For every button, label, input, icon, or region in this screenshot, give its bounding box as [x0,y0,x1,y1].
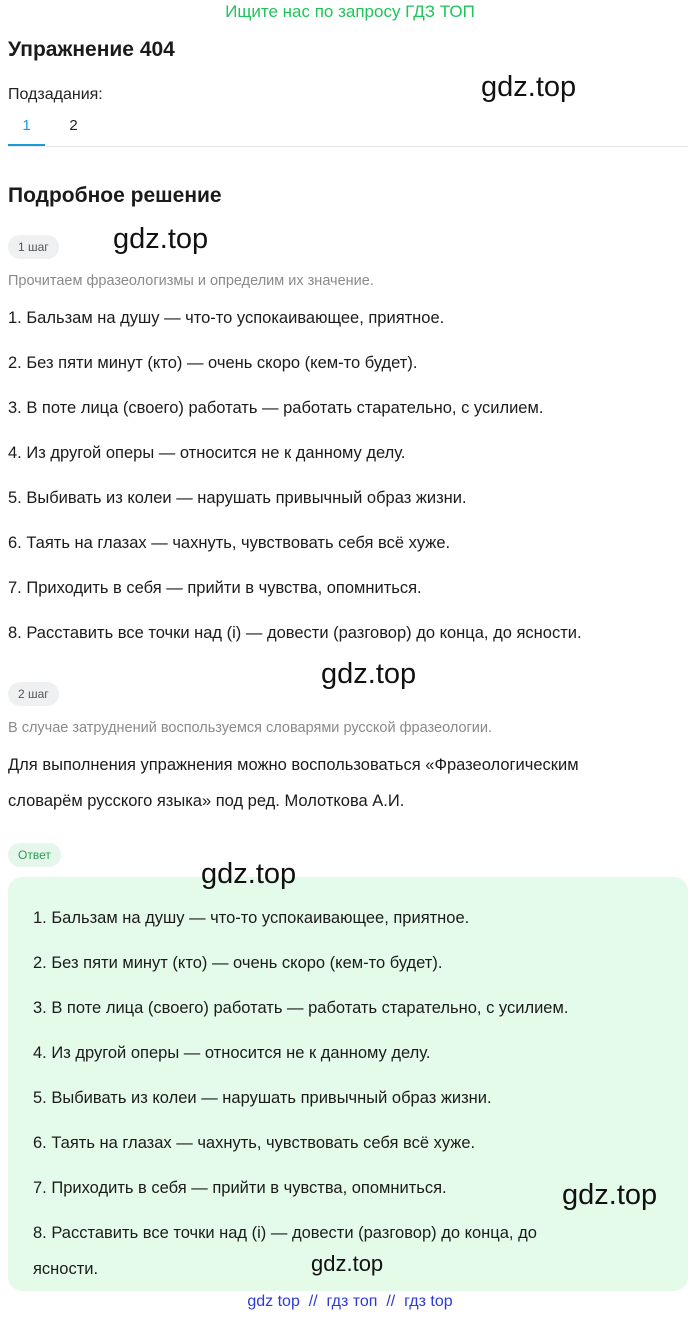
step-1-line: 8. Расставить все точки над (i) — довести (разговор) до конца, до ясности. [8,624,582,642]
watermark: gdz.top [481,71,577,103]
step-1-line: 7. Приходить в себя — прийти в чувства, опомниться. [8,579,422,597]
step-1-line: 2. Без пяти минут (кто) — очень скоро (кем-то будет). [8,354,418,372]
top-banner: Ищите нас по запросу ГДЗ ТОП [225,2,475,21]
footer-links [0,1291,700,1313]
step-1-line: 1. Бальзам на душу — что-то успокаивающее, приятное. [8,309,445,327]
step-1-badge: 1 шаг [8,235,59,259]
footer-link-gdz-top[interactable]: gdz top [247,1293,300,1310]
answer-line: 5. Выбивать из колеи — нарушать привычный образ жизни. [33,1089,492,1107]
answer-line: 6. Таять на глазах — чахнуть, чувствовать себя всё хуже. [33,1134,476,1152]
answer-line: 2. Без пяти минут (кто) — очень скоро (кем-то будет). [33,954,443,972]
step-1-line: 3. В поте лица (своего) работать — работать старательно, с усилием. [8,399,544,417]
answer-line: 4. Из другой оперы — относится не к данному делу. [33,1044,431,1062]
watermark: gdz.top [311,1251,384,1276]
answer-line: 1. Бальзам на душу — что-то успокаивающее, приятное. [33,909,470,927]
step-1-line: 4. Из другой оперы — относится не к данному делу. [8,444,406,462]
watermark: gdz.top [321,658,417,690]
tab-subtask-2[interactable]: 2 [69,117,78,134]
exercise-title: Упражнение 404 [8,38,175,61]
footer-separator: // [308,1293,318,1310]
step-1-line: 5. Выбивать из колеи — нарушать привычный образ жизни. [8,489,467,507]
footer-separator: // [386,1293,396,1310]
watermark: gdz.top [113,223,209,255]
answer-badge: Ответ [8,843,61,867]
step-1-hint: Прочитаем фразеологизмы и определим их значение. [8,273,374,289]
subtasks-label: Подзадания: [8,86,103,103]
step-2-badge: 2 шаг [8,682,59,706]
answer-line: 8. Расставить все точки над (i) — довести (разговор) до конца, до [33,1224,537,1242]
step-2-hint: В случае затруднений воспользуемся словарями русской фразеологии. [8,720,493,736]
tab-subtask-1[interactable]: 1 [22,117,31,134]
footer-link-gdz-top-mixed[interactable]: гдз top [404,1293,453,1310]
watermark: gdz.top [562,1179,658,1211]
answer-line: 7. Приходить в себя — прийти в чувства, опомниться. [33,1179,447,1197]
footer-link-gdz-top-ru[interactable]: гдз топ [326,1293,378,1310]
answer-line: 3. В поте лица (своего) работать — работать старательно, с усилием. [33,999,569,1017]
step-2-line: Для выполнения упражнения можно воспользоваться «Фразеологическим [8,756,579,774]
tabs-divider [8,146,688,147]
step-1-line: 6. Таять на глазах — чахнуть, чувствовать себя всё хуже. [8,534,451,552]
watermark: gdz.top [201,858,297,890]
section-title: Подробное решение [8,184,222,207]
answer-line: ясности. [33,1260,99,1278]
step-2-line: словарём русского языка» под ред. Молоткова А.И. [8,792,405,810]
